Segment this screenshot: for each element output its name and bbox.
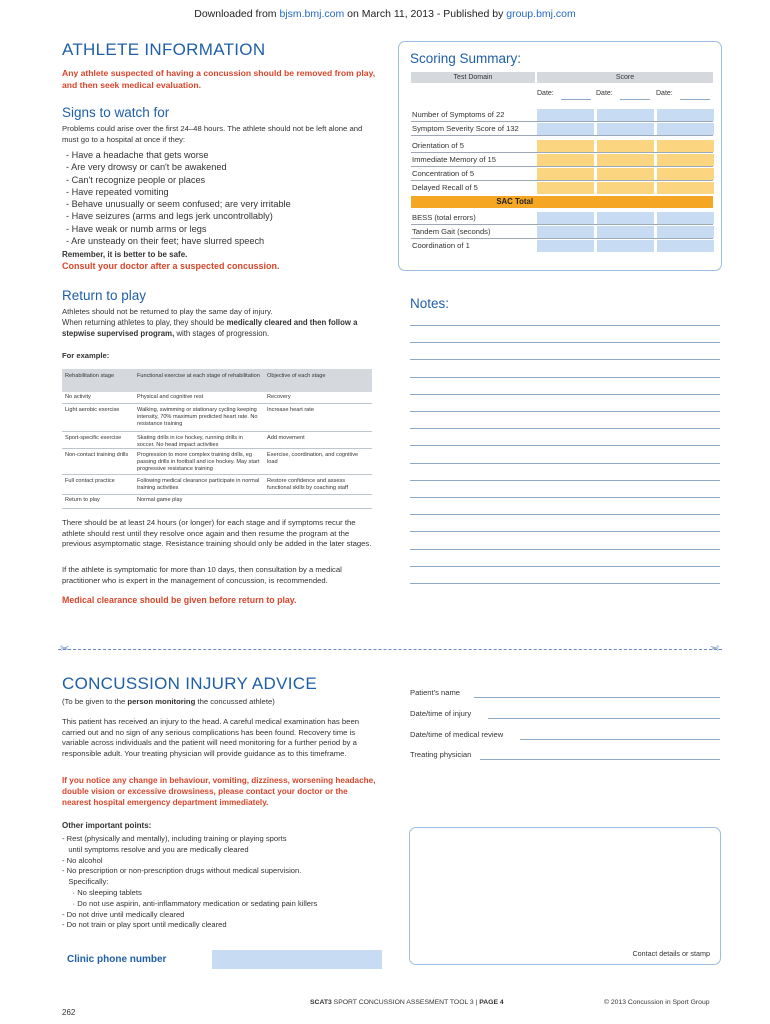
rtp-row-divider <box>62 474 372 475</box>
rtp-row-divider <box>62 448 372 449</box>
download-banner <box>0 8 770 20</box>
rtp-row-divider <box>62 403 372 404</box>
sac-total-row <box>411 196 713 208</box>
score-cell[interactable] <box>537 226 594 238</box>
consult-text: Consult your doctor after a suspected concussion. <box>62 261 280 271</box>
download-prefix: Downloaded from <box>194 8 280 20</box>
score-row <box>411 182 713 194</box>
cut-line <box>58 649 722 650</box>
notes-line[interactable] <box>410 325 720 326</box>
score-row-label: Concentration of 5 <box>412 169 475 178</box>
points-list <box>62 834 382 931</box>
field-input-line[interactable] <box>520 739 720 740</box>
date-field[interactable] <box>620 99 650 100</box>
score-cell[interactable] <box>537 123 594 135</box>
score-cell[interactable] <box>657 168 714 180</box>
point-item: until symptoms resolve and you are medically cleared <box>62 844 249 854</box>
notes-line[interactable] <box>410 480 720 481</box>
field-label: Patient's name <box>410 688 460 697</box>
field-input-line[interactable] <box>480 759 720 760</box>
score-cell[interactable] <box>597 182 654 194</box>
rtp-header-cell: Rehabilitation stage <box>65 373 115 379</box>
score-divider <box>411 152 713 153</box>
score-row <box>411 226 713 238</box>
rtp-cell: Restore confidence and assess functional skills by coaching staff <box>267 478 349 491</box>
notes-line[interactable] <box>410 445 720 446</box>
advice-subtitle: (To be given to the person monitoring the concussed athlete) <box>62 697 275 706</box>
site-link[interactable]: bjsm.bmj.com <box>279 8 345 20</box>
athlete-info-title: ATHLETE INFORMATION <box>62 40 266 59</box>
sac-total-label: SAC Total <box>496 197 533 206</box>
score-row-label: Delayed Recall of 5 <box>412 183 478 192</box>
score-row <box>411 168 713 180</box>
rtp-cell: Full contact practice <box>65 478 115 484</box>
return-p2: When returning athletes to play, they should be medically cleared and then follow a stepwise supervised program, with stages of progression. <box>62 318 358 338</box>
signs-title: Signs to watch for <box>62 105 170 120</box>
signs-intro: Problems could arise over the first 24–48 hours. The athlete should not be left alone and must go to a hospital at once if they: <box>62 124 363 144</box>
point-item: - Rest (physically and mentally), including training or playing sports <box>62 834 287 843</box>
score-cell[interactable] <box>537 154 594 166</box>
remember-text: Remember, it is better to be safe. <box>62 250 188 259</box>
rtp-cell: Progression to more complex training drills, eg passing drills in football and ice hockey. May start progressive resistance training <box>137 452 260 472</box>
notes-line[interactable] <box>410 342 720 343</box>
score-cell[interactable] <box>597 212 654 224</box>
notes-line[interactable] <box>410 411 720 412</box>
notes-line[interactable] <box>410 549 720 550</box>
notes-line[interactable] <box>410 514 720 515</box>
return-title: Return to play <box>62 288 147 303</box>
scissors-icon-right: ✂ <box>710 643 720 655</box>
signs-list <box>66 149 386 247</box>
scoring-summary-box <box>398 41 722 271</box>
score-cell[interactable] <box>657 140 714 152</box>
test-domain-header: Test Domain <box>411 72 535 83</box>
score-cell[interactable] <box>657 182 714 194</box>
field-input-line[interactable] <box>474 697 720 698</box>
rtp-cell: Add movement <box>267 435 305 441</box>
score-cell[interactable] <box>537 182 594 194</box>
rtp-cell: Non-contact training drills <box>65 452 129 458</box>
score-cell[interactable] <box>537 140 594 152</box>
date-label: Date: <box>656 90 673 97</box>
page-number: 262 <box>62 1008 76 1017</box>
rtp-row-divider <box>62 431 372 432</box>
rtp-cell: Normal game play <box>137 497 183 503</box>
download-middle: on March 11, 2013 - Published by <box>344 8 507 20</box>
point-item: · Do not use aspirin, anti-inflammatory medication or sedating pain killers <box>62 898 318 908</box>
scissors-icon: ✂ <box>60 643 70 655</box>
point-item: · No sleeping tablets <box>62 887 142 897</box>
field-label: Treating physician <box>410 750 472 759</box>
score-divider <box>411 166 713 167</box>
point-item: - Do not drive until medically cleared <box>62 909 185 919</box>
score-cell[interactable] <box>597 109 654 121</box>
score-cell[interactable] <box>657 109 714 121</box>
point-item: Specifically: <box>62 877 109 887</box>
sign-item: - Have weak or numb arms or legs <box>66 223 386 235</box>
score-cell[interactable] <box>537 168 594 180</box>
score-divider <box>411 238 713 239</box>
rtp-header-cell: Functional exercise at each stage of rehabilitation <box>137 373 260 379</box>
advice-warning: If you notice any change in behaviour, vomiting, dizziness, worsening headache, double vision or excessive drowsiness, please contact your doctor or the nearest hospital emergency department immediately. <box>62 776 376 807</box>
rtp-cell: Return to play <box>65 497 100 503</box>
score-row <box>411 154 713 166</box>
score-cell[interactable] <box>537 240 594 252</box>
rtp-cell: Physical and cognitive rest <box>137 394 204 400</box>
field-label: Date/time of injury <box>410 709 472 718</box>
rtp-header-cell: Objective of each stage <box>267 373 326 379</box>
rtp-cell: No activity <box>65 394 91 400</box>
sign-item: - Have a headache that gets worse <box>66 149 386 161</box>
score-header: Score <box>537 72 713 83</box>
score-row-label: BESS (total errors) <box>412 213 476 222</box>
date-field[interactable] <box>680 99 710 100</box>
return-p4: If the athlete is symptomatic for more than 10 days, then consultation by a medical practitioner who is expert in the management of concussion, is recommended. <box>62 565 342 585</box>
score-cell[interactable] <box>537 212 594 224</box>
rtp-cell: Exercise, coordination, and cognitive load <box>267 452 359 465</box>
score-divider <box>411 121 713 122</box>
score-cell[interactable] <box>537 109 594 121</box>
sign-item: - Are very drowsy or can't be awakened <box>66 161 386 173</box>
stamp-box[interactable] <box>409 827 721 965</box>
point-item: - No alcohol <box>62 855 103 865</box>
notes-line[interactable] <box>410 566 720 567</box>
footer-copyright: © 2013 Concussion in Sport Group <box>604 999 710 1006</box>
rtp-row-divider <box>62 508 372 509</box>
score-row <box>411 109 713 121</box>
score-row-label: Coordination of 1 <box>412 241 470 250</box>
return-p1: Athletes should not be returned to play the same day of injury. <box>62 307 273 316</box>
score-cell[interactable] <box>657 226 714 238</box>
notes-line[interactable] <box>410 428 720 429</box>
score-row <box>411 212 713 224</box>
score-divider <box>411 224 713 225</box>
removal-warning: Any athlete suspected of having a concussion should be removed from play, and then seek medical evaluation. <box>62 68 376 90</box>
score-cell[interactable] <box>657 240 714 252</box>
score-row-label: Tandem Gait (seconds) <box>412 227 491 236</box>
score-divider <box>411 180 713 181</box>
rtp-cell: Light aerobic exercise <box>65 407 120 413</box>
score-row-label: Orientation of 5 <box>412 141 464 150</box>
clearance-text: Medical clearance should be given before return to play. <box>62 595 297 605</box>
advice-p1: This patient has received an injury to the head. A careful medical examination has been carried out and no sign of any serious complications has been found. Recovery time is variable across individuals and the patient will need monitoring for a further period by a responsible adult. Your treating physician will provide guidance as to this timeframe. <box>62 717 360 758</box>
clinic-label: Clinic phone number <box>67 954 167 965</box>
score-row-label: Immediate Memory of 15 <box>412 155 496 164</box>
date-label: Date: <box>596 90 613 97</box>
notes-line[interactable] <box>410 497 720 498</box>
rtp-cell: Skating drills in ice hockey, running drills in soccer. No head impact activities <box>137 435 243 448</box>
sign-item: - Have repeated vomiting <box>66 186 386 198</box>
score-row-label: Number of Symptoms of 22 <box>412 110 505 119</box>
date-field[interactable] <box>561 99 591 100</box>
score-row-label: Symptom Severity Score of 132 <box>412 124 519 133</box>
rtp-cell: Sport-specific exercise <box>65 435 122 441</box>
score-divider <box>411 135 713 136</box>
advice-title: CONCUSSION INJURY ADVICE <box>62 674 318 693</box>
notes-line[interactable] <box>410 531 720 532</box>
notes-line[interactable] <box>410 394 720 395</box>
score-cell[interactable] <box>597 168 654 180</box>
notes-line[interactable] <box>410 359 720 360</box>
score-cell[interactable] <box>597 140 654 152</box>
notes-line[interactable] <box>410 583 720 584</box>
sign-item: - Behave unusually or seem confused; are very irritable <box>66 198 386 210</box>
rtp-cell: Recovery <box>267 394 291 400</box>
sign-item: - Are unsteady on their feet; have slurred speech <box>66 235 386 247</box>
point-item: - Do not train or play sport until medically cleared <box>62 920 227 930</box>
sign-item: - Can't recognize people or places <box>66 174 386 186</box>
group-link[interactable]: group.bmj.com <box>506 8 576 20</box>
stamp-label: Contact details or stamp <box>632 949 710 958</box>
sign-item: - Have seizures (arms and legs jerk uncontrollably) <box>66 210 386 222</box>
point-item: - No prescription or non-prescription drugs without medical supervision. <box>62 866 302 876</box>
other-points-title: Other important points: <box>62 821 152 830</box>
date-label: Date: <box>537 90 554 97</box>
footer-scat: SCAT3 SPORT CONCUSSION ASSESMENT TOOL 3 | PAGE 4 <box>310 999 504 1006</box>
score-row <box>411 140 713 152</box>
score-cell[interactable] <box>657 154 714 166</box>
field-input-line[interactable] <box>488 718 720 719</box>
notes-line[interactable] <box>410 377 720 378</box>
notes-line[interactable] <box>410 463 720 464</box>
rtp-row-divider <box>62 494 372 495</box>
score-cell[interactable] <box>597 240 654 252</box>
score-cell[interactable] <box>597 154 654 166</box>
rtp-cell: Increase heart rate <box>267 407 314 413</box>
score-cell[interactable] <box>657 123 714 135</box>
field-label: Date/time of medical review <box>410 730 504 739</box>
return-p3: There should be at least 24 hours (or longer) for each stage and if symptoms recur the athlete should rest until they resolve once again and then resume the program at the previous asymptomatic stage. Resistance training should only be added in the later stages. <box>62 518 372 548</box>
rtp-cell: Following medical clearance participate in normal training activities <box>137 478 260 491</box>
for-example: For example: <box>62 351 110 360</box>
score-row <box>411 123 713 135</box>
score-cell[interactable] <box>657 212 714 224</box>
scoring-title: Scoring Summary: <box>410 51 522 66</box>
score-row <box>411 240 713 252</box>
notes-title: Notes: <box>410 296 450 311</box>
score-cell[interactable] <box>597 226 654 238</box>
score-cell[interactable] <box>597 123 654 135</box>
rtp-cell: Walking, swimming or stationary cycling keeping intensity, 70% maximum predicted heart rate. No resistance training <box>137 407 258 427</box>
clinic-phone-field[interactable] <box>212 950 382 969</box>
